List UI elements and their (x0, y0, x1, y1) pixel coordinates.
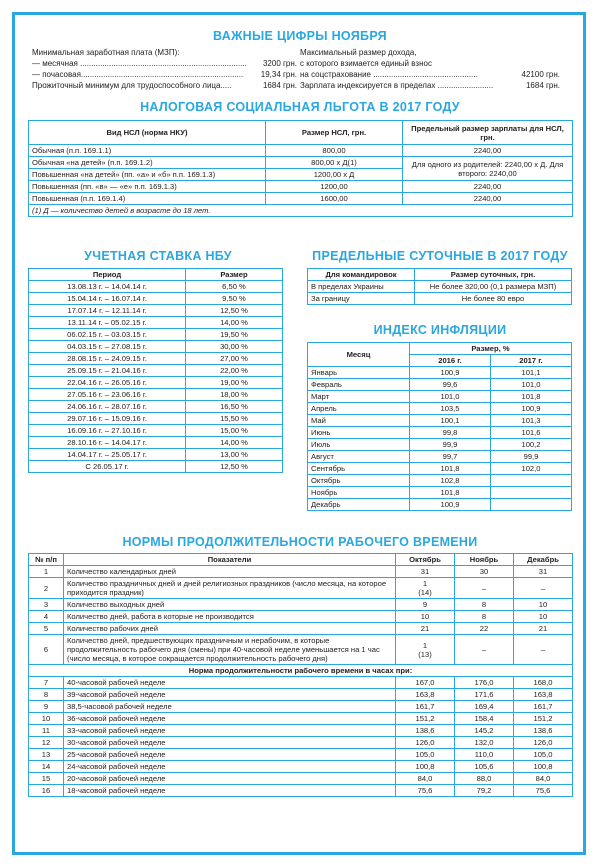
inflation-header-2017: 2017 г. (491, 355, 572, 367)
nbu-rate-cell: 13,00 % (186, 449, 283, 461)
inflation-table (307, 342, 572, 511)
inflation-header-2016: 2016 г. (410, 355, 491, 367)
norms-value-cell: 10 (514, 611, 573, 623)
inflation-2017-cell: 101,0 (491, 379, 572, 391)
tax-size-cell: 800,00 (266, 145, 403, 157)
norms-value-cell: 169,4 (455, 701, 514, 713)
norms-indicator-cell: 30-часовой рабочей неделе (64, 737, 396, 749)
daily-purpose-cell: За границу (308, 293, 415, 305)
norms-value-cell: 138,6 (396, 725, 455, 737)
nbu-period-cell: 27.05.16 г. – 23.06.16 г. (29, 389, 186, 401)
norms-indicator-cell: 39-часовой рабочей неделе (64, 689, 396, 701)
table-row (29, 317, 283, 329)
inflation-2016-cell: 99,9 (410, 439, 491, 451)
norms-num-cell: 15 (29, 773, 64, 785)
norms-num-cell: 1 (29, 566, 64, 578)
inflation-month-cell: Июль (308, 439, 410, 451)
table-row (308, 415, 572, 427)
key-figure-row (32, 69, 297, 80)
table-row (29, 293, 283, 305)
norms-header-nov: Ноябрь (455, 554, 514, 566)
nbu-header-size: Размер (186, 269, 283, 281)
key-figure-row (32, 47, 297, 58)
norms-num-cell: 4 (29, 611, 64, 623)
inflation-2016-cell: 102,8 (410, 475, 491, 487)
nbu-period-cell: 14.04.17 г. – 25.05.17 г. (29, 449, 186, 461)
norms-num-cell: 3 (29, 599, 64, 611)
table-row (308, 439, 572, 451)
tax-header-size: Размер НСЛ, грн. (266, 121, 403, 145)
tax-size-cell: 800,00 х Д(1) (266, 157, 403, 169)
key-figure-label: на соцстрахование ............................................... (300, 70, 478, 79)
daily-header-size: Размер суточных, грн. (415, 269, 572, 281)
norms-indicator-cell: 36-часовой рабочей неделе (64, 713, 396, 725)
norms-num-cell: 14 (29, 761, 64, 773)
key-figure-value: 42100 грн. (521, 70, 560, 79)
norms-indicator-cell: 40-часовой рабочей неделе (64, 677, 396, 689)
nbu-rate-cell: 12,50 % (186, 305, 283, 317)
inflation-month-cell: Март (308, 391, 410, 403)
inflation-2016-cell: 101,8 (410, 487, 491, 499)
table-row (29, 773, 573, 785)
norms-value-cell: 9 (396, 599, 455, 611)
nbu-rate-cell: 27,00 % (186, 353, 283, 365)
table-row (29, 566, 573, 578)
norms-value-cell: 176,0 (455, 677, 514, 689)
table-row (29, 377, 283, 389)
norms-value-cell: 22 (455, 623, 514, 635)
norms-value-cell: 21 (514, 623, 573, 635)
norms-num-cell: 2 (29, 578, 64, 599)
key-figures-title: ВАЖНЫЕ ЦИФРЫ НОЯБРЯ (213, 29, 387, 43)
tax-size-cell: 1200,00 (266, 181, 403, 193)
norms-value-cell: 75,6 (396, 785, 455, 797)
inflation-2017-cell: 100,2 (491, 439, 572, 451)
inflation-2017-cell: 101,3 (491, 415, 572, 427)
key-figure-label: Минимальная заработная плата (МЗП): (32, 48, 180, 57)
key-figure-row (300, 80, 560, 91)
tax-benefit-title: НАЛОГОВАЯ СОЦИАЛЬНАЯ ЛЬГОТА В 2017 ГОДУ (140, 100, 460, 114)
key-figure-row (300, 69, 560, 80)
tax-limit-cell: Для одного из родителей: 2240,00 х Д. Для второго: 2240,00 (403, 157, 573, 181)
table-row (308, 403, 572, 415)
table-row (308, 487, 572, 499)
inflation-header-size: Размер, % (410, 343, 572, 355)
norms-value-cell: 105,0 (396, 749, 455, 761)
norms-value-cell: 100,8 (396, 761, 455, 773)
table-row (29, 157, 573, 169)
inflation-2017-cell: 102,0 (491, 463, 572, 475)
table-row (29, 389, 283, 401)
nbu-period-cell: 28.08.15 г. – 24.09.15 г. (29, 353, 186, 365)
table-row (29, 365, 283, 377)
inflation-2016-cell: 100,9 (410, 499, 491, 511)
norms-value-cell: 151,2 (514, 713, 573, 725)
table-row (308, 427, 572, 439)
table-row (308, 293, 572, 305)
key-figure-value: 1684 грн. (262, 81, 297, 90)
nbu-period-cell: С 26.05.17 г. (29, 461, 186, 473)
table-row (29, 281, 283, 293)
nbu-period-cell: 06.02.15 г. – 03.03.15 г. (29, 329, 186, 341)
norms-value-cell: 31 (514, 566, 573, 578)
norms-indicator-cell: 18-часовой рабочей неделе (64, 785, 396, 797)
norms-value-cell: 105,6 (455, 761, 514, 773)
key-figure-row (32, 58, 297, 69)
nbu-rate-cell: 15,00 % (186, 425, 283, 437)
table-row (29, 713, 573, 725)
table-row (29, 623, 573, 635)
nbu-rate-table (28, 268, 283, 473)
table-row (29, 611, 573, 623)
norms-num-cell: 5 (29, 623, 64, 635)
nbu-period-cell: 28.10.16 г. – 14.04.17 г. (29, 437, 186, 449)
key-figures-right (300, 47, 560, 91)
inflation-2017-cell: 101,6 (491, 427, 572, 439)
table-row (29, 665, 573, 677)
key-figure-value: 1684 грн. (525, 81, 560, 90)
norms-header-num: № п/п (29, 554, 64, 566)
nbu-rate-cell: 19,50 % (186, 329, 283, 341)
inflation-month-cell: Август (308, 451, 410, 463)
table-row (308, 475, 572, 487)
tax-type-cell: Обычная «на детей» (п.п. 169.1.2) (29, 157, 266, 169)
norms-value-cell: 1 (14) (396, 578, 455, 599)
nbu-rate-cell: 14,00 % (186, 317, 283, 329)
inflation-2017-cell (491, 475, 572, 487)
work-norms-title: НОРМЫ ПРОДОЛЖИТЕЛЬНОСТИ РАБОЧЕГО ВРЕМЕНИ (122, 535, 478, 549)
norms-value-cell: 31 (396, 566, 455, 578)
inflation-2017-cell: 99,9 (491, 451, 572, 463)
norms-value-cell: 88,0 (455, 773, 514, 785)
table-row (29, 599, 573, 611)
table-row (308, 451, 572, 463)
table-row (29, 425, 283, 437)
norms-value-cell: 1 (13) (396, 635, 455, 665)
norms-value-cell: 84,0 (514, 773, 573, 785)
inflation-2017-cell (491, 499, 572, 511)
norms-value-cell: 126,0 (514, 737, 573, 749)
norms-indicator-cell: Количество дней, предшествующих праздничным и нерабочим, в которые продолжительность рабочего дня (смены) при 40-часовой неделе уменьшается на 1 час (число месяца, в которое сокращается продолжительность рабочего дня) (64, 635, 396, 665)
table-row (29, 761, 573, 773)
nbu-period-cell: 13.08.13 г. – 14.04.14 г. (29, 281, 186, 293)
norms-value-cell: 163,8 (514, 689, 573, 701)
norms-value-cell: 145,2 (455, 725, 514, 737)
tax-type-cell: Повышенная (п.п. 169.1.4) (29, 193, 266, 205)
norms-value-cell: 132,0 (455, 737, 514, 749)
inflation-month-cell: Январь (308, 367, 410, 379)
key-figure-label: Прожиточный минимум для трудоспособного лица..... (32, 81, 232, 90)
norms-indicator-cell: Количество рабочих дней (64, 623, 396, 635)
tax-size-cell: 1200,00 х Д (266, 169, 403, 181)
norms-value-cell: 100,8 (514, 761, 573, 773)
norms-value-cell: 138,6 (514, 725, 573, 737)
norms-value-cell: 161,7 (396, 701, 455, 713)
norms-num-cell: 10 (29, 713, 64, 725)
nbu-period-cell: 29.07.16 г. – 15.09.16 г. (29, 413, 186, 425)
table-row (29, 725, 573, 737)
tax-type-cell: Обычная (п.п. 169.1.1) (29, 145, 266, 157)
key-figure-row (32, 80, 297, 91)
inflation-month-cell: Февраль (308, 379, 410, 391)
norms-num-cell: 16 (29, 785, 64, 797)
norms-value-cell: 158,4 (455, 713, 514, 725)
nbu-rate-cell: 30,00 % (186, 341, 283, 353)
norms-indicator-cell: 25-часовой рабочей неделе (64, 749, 396, 761)
inflation-2016-cell: 99,8 (410, 427, 491, 439)
table-row (29, 437, 283, 449)
nbu-period-cell: 04.03.15 г. – 27.08.15 г. (29, 341, 186, 353)
tax-benefit-table (28, 120, 573, 217)
tax-header-type: Вид НСЛ (норма НКУ) (29, 121, 266, 145)
table-row (29, 689, 573, 701)
table-row (29, 701, 573, 713)
norms-value-cell: 75,6 (514, 785, 573, 797)
nbu-rate-cell: 16,50 % (186, 401, 283, 413)
table-row (308, 499, 572, 511)
key-figure-row (300, 58, 560, 69)
norms-value-cell: 167,0 (396, 677, 455, 689)
inflation-month-cell: Ноябрь (308, 487, 410, 499)
nbu-period-cell: 15.04.14 г. – 16.07.14 г. (29, 293, 186, 305)
table-row (29, 181, 573, 193)
inflation-month-cell: Апрель (308, 403, 410, 415)
nbu-rate-title: УЧЕТНАЯ СТАВКА НБУ (84, 249, 232, 263)
table-row (29, 461, 283, 473)
norms-indicator-cell: Количество праздничных дней и дней религиозных праздников (число месяца, на которое приходится праздник) (64, 578, 396, 599)
norms-indicator-cell: Количество дней, работа в которые не производится (64, 611, 396, 623)
norms-num-cell: 7 (29, 677, 64, 689)
norms-value-cell: 168,0 (514, 677, 573, 689)
key-figures-left (32, 47, 297, 91)
norms-value-cell: 10 (396, 611, 455, 623)
norms-indicator-cell: Количество календарных дней (64, 566, 396, 578)
tax-limit-cell: 2240,00 (403, 181, 573, 193)
nbu-rate-cell: 19,00 % (186, 377, 283, 389)
tax-type-cell: Повышенная (пп. «в» — «е» п.п. 169.1.3) (29, 181, 266, 193)
table-row (29, 737, 573, 749)
norms-value-cell: 21 (396, 623, 455, 635)
table-row (29, 305, 283, 317)
norms-value-cell: 110,0 (455, 749, 514, 761)
table-row (29, 578, 573, 599)
table-row (308, 463, 572, 475)
tax-limit-cell: 2240,00 (403, 145, 573, 157)
tax-limit-cell: 2240,00 (403, 193, 573, 205)
norms-value-cell: 8 (455, 611, 514, 623)
nbu-rate-cell: 12,50 % (186, 461, 283, 473)
inflation-2016-cell: 101,8 (410, 463, 491, 475)
norms-header-indicator: Показатели (64, 554, 396, 566)
norms-num-cell: 8 (29, 689, 64, 701)
key-figure-label: Зарплата индексируется в пределах ......................... (300, 81, 494, 90)
table-row (308, 367, 572, 379)
norms-value-cell: – (455, 635, 514, 665)
key-figure-label: — месячная ........................................................................... (32, 59, 247, 68)
table-row (308, 281, 572, 293)
table-row (29, 193, 573, 205)
daily-limits-title: ПРЕДЕЛЬНЫЕ СУТОЧНЫЕ В 2017 ГОДУ (312, 249, 568, 263)
norms-value-cell: 171,6 (455, 689, 514, 701)
nbu-period-cell: 17.07.14 г. – 12.11.14 г. (29, 305, 186, 317)
nbu-period-cell: 13.11.14 г. – 05.02.15 г. (29, 317, 186, 329)
inflation-month-cell: Декабрь (308, 499, 410, 511)
tax-size-cell: 1600,00 (266, 193, 403, 205)
table-row (29, 785, 573, 797)
key-figure-value: 19,34 грн. (260, 70, 297, 79)
inflation-2016-cell: 101,0 (410, 391, 491, 403)
daily-size-cell: Не более 320,00 (0,1 размера МЗП) (415, 281, 572, 293)
norms-header-oct: Октябрь (396, 554, 455, 566)
norms-value-cell: 8 (455, 599, 514, 611)
inflation-2016-cell: 100,9 (410, 367, 491, 379)
norms-value-cell: 126,0 (396, 737, 455, 749)
inflation-month-cell: Июнь (308, 427, 410, 439)
nbu-period-cell: 16.09.16 г. – 27.10.16 г. (29, 425, 186, 437)
norms-indicator-cell: 38,5-часовой рабочей неделе (64, 701, 396, 713)
norms-num-cell: 6 (29, 635, 64, 665)
tax-type-cell: Повышенная «на детей» (пп. «а» и «б» п.п. 169.1.3) (29, 169, 266, 181)
table-row (29, 145, 573, 157)
key-figure-label: — почасовая......................................................................... (32, 70, 244, 79)
nbu-rate-cell: 18,00 % (186, 389, 283, 401)
daily-purpose-cell: В пределах Украины (308, 281, 415, 293)
tax-header-limit: Предельный размер зарплаты для НСЛ, грн. (403, 121, 573, 145)
table-row (29, 413, 283, 425)
table-row (29, 749, 573, 761)
nbu-period-cell: 25.09.15 г. – 21.04.16 г. (29, 365, 186, 377)
nbu-rate-cell: 15,50 % (186, 413, 283, 425)
daily-limits-table (307, 268, 572, 305)
nbu-period-cell: 22.04.16 г. – 26.05.16 г. (29, 377, 186, 389)
norms-header-dec: Декабрь (514, 554, 573, 566)
norms-value-cell: 161,7 (514, 701, 573, 713)
inflation-2016-cell: 103,5 (410, 403, 491, 415)
nbu-rate-cell: 14,00 % (186, 437, 283, 449)
norms-value-cell: 105,0 (514, 749, 573, 761)
table-row (29, 205, 573, 217)
norms-value-cell: 30 (455, 566, 514, 578)
inflation-2016-cell: 99,6 (410, 379, 491, 391)
norms-value-cell: 10 (514, 599, 573, 611)
inflation-2017-cell (491, 487, 572, 499)
inflation-2017-cell: 100,9 (491, 403, 572, 415)
key-figure-label: с которого взимается единый взнос (300, 59, 432, 68)
daily-header-purpose: Для командировок (308, 269, 415, 281)
key-figure-value: 3200 грн. (262, 59, 297, 68)
norms-value-cell: – (455, 578, 514, 599)
norms-value-cell: – (514, 578, 573, 599)
table-row (29, 401, 283, 413)
key-figure-label: Максимальный размер дохода, (300, 48, 417, 57)
table-row (308, 379, 572, 391)
inflation-2016-cell: 99,7 (410, 451, 491, 463)
norms-subheader: Норма продолжительности рабочего времени в часах при: (29, 665, 573, 677)
inflation-month-cell: Октябрь (308, 475, 410, 487)
inflation-month-cell: Сентябрь (308, 463, 410, 475)
inflation-title: ИНДЕКС ИНФЛЯЦИИ (373, 323, 507, 337)
table-row (29, 329, 283, 341)
norms-num-cell: 9 (29, 701, 64, 713)
norms-indicator-cell: 33-часовой рабочей неделе (64, 725, 396, 737)
nbu-header-period: Период (29, 269, 186, 281)
nbu-period-cell: 24.06.16 г. – 28.07.16 г. (29, 401, 186, 413)
norms-num-cell: 12 (29, 737, 64, 749)
nbu-rate-cell: 9,50 % (186, 293, 283, 305)
table-row (29, 635, 573, 665)
table-row (29, 449, 283, 461)
tax-note: (1) Д — количество детей в возрасте до 18 лет. (29, 205, 573, 217)
table-row (308, 391, 572, 403)
norms-indicator-cell: 20-часовой рабочей неделе (64, 773, 396, 785)
inflation-2017-cell: 101,8 (491, 391, 572, 403)
inflation-2017-cell: 101,1 (491, 367, 572, 379)
norms-value-cell: 79,2 (455, 785, 514, 797)
key-figure-row (300, 47, 560, 58)
inflation-month-cell: Май (308, 415, 410, 427)
norms-num-cell: 13 (29, 749, 64, 761)
table-row (29, 353, 283, 365)
daily-size-cell: Не более 80 евро (415, 293, 572, 305)
norms-indicator-cell: 24-часовой рабочей неделе (64, 761, 396, 773)
work-norms-table (28, 553, 573, 797)
norms-value-cell: 84,0 (396, 773, 455, 785)
norms-value-cell: 151,2 (396, 713, 455, 725)
inflation-header-month: Месяц (308, 343, 410, 367)
norms-indicator-cell: Количество выходных дней (64, 599, 396, 611)
norms-num-cell: 11 (29, 725, 64, 737)
inflation-2016-cell: 100,1 (410, 415, 491, 427)
norms-value-cell: – (514, 635, 573, 665)
norms-value-cell: 163,8 (396, 689, 455, 701)
nbu-rate-cell: 6,50 % (186, 281, 283, 293)
nbu-rate-cell: 22,00 % (186, 365, 283, 377)
table-row (29, 341, 283, 353)
table-row (29, 677, 573, 689)
